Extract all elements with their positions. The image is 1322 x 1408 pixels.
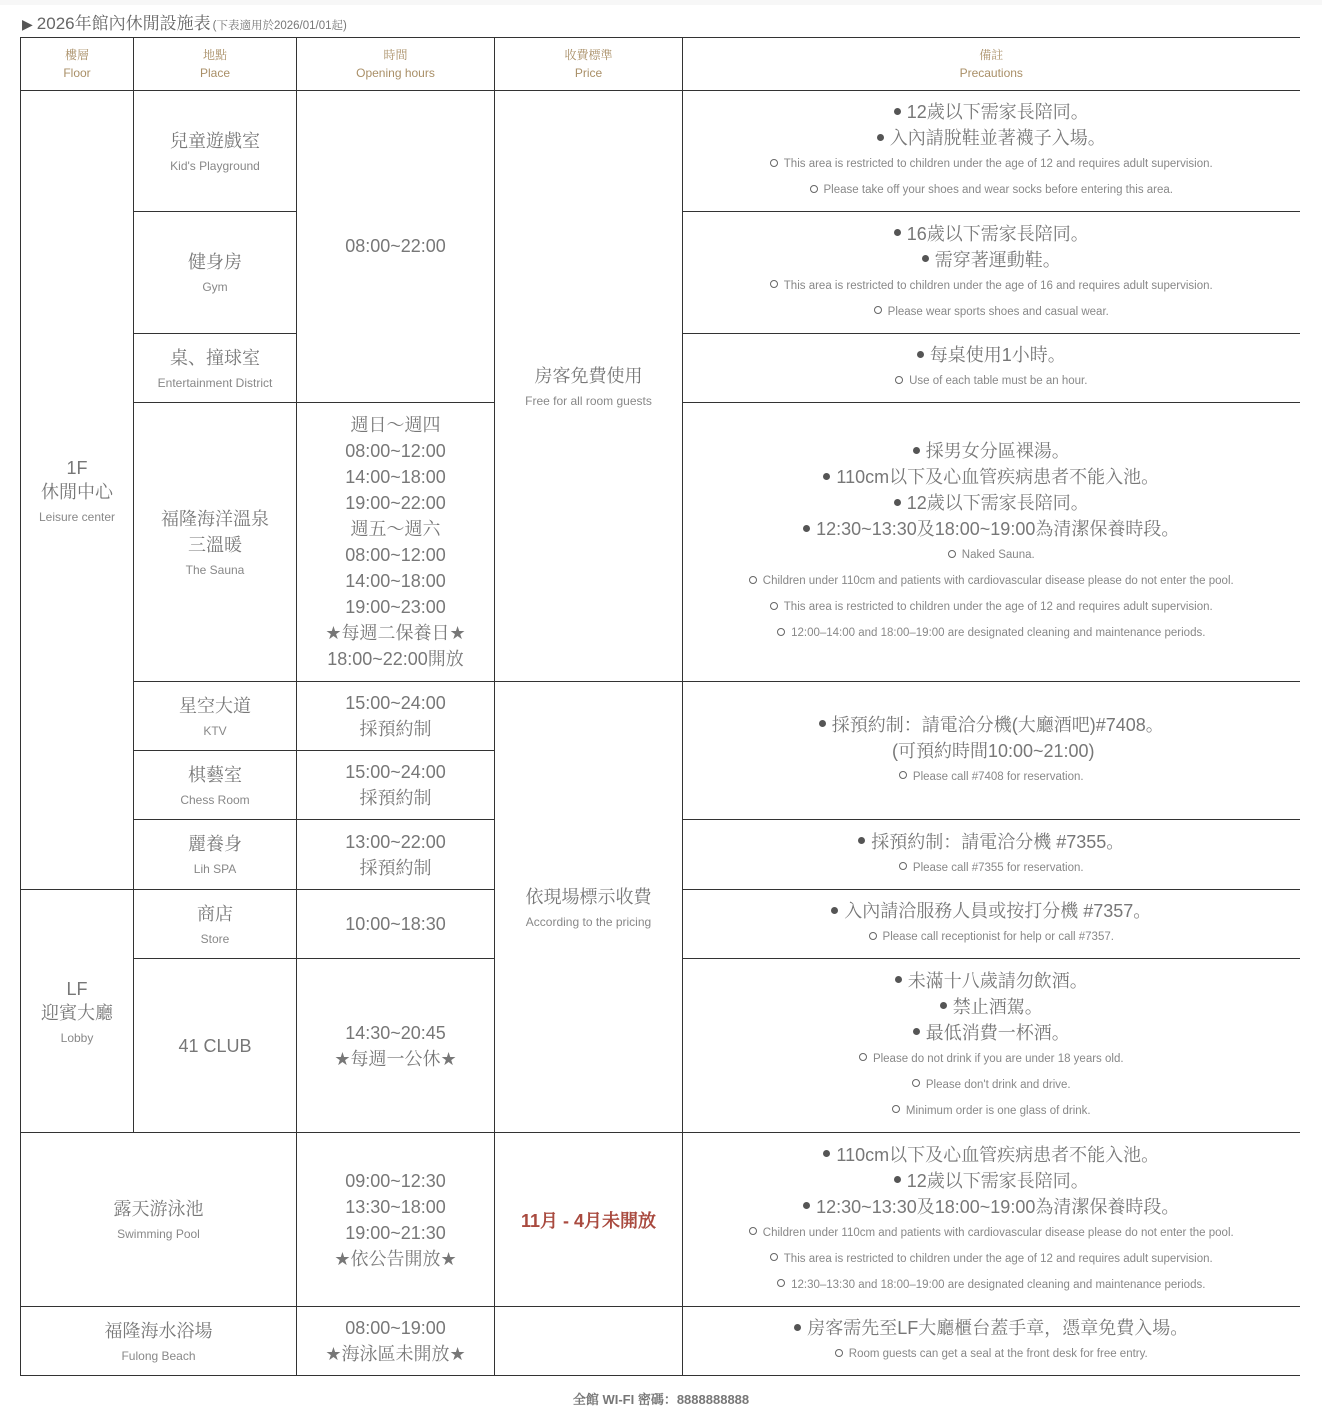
hours-line: 08:00~12:00 (345, 545, 446, 565)
place-name-en: Chess Room (180, 792, 250, 807)
note-text: This area is restricted to children under the age of 16 and requires adult supervision. (783, 279, 1213, 292)
hours-cell (297, 1307, 495, 1376)
note-zh (683, 829, 1300, 855)
hours-line: 14:30~20:45 (345, 1022, 446, 1043)
note-text: 12:30~13:30及18:00~19:00為清潔保養時段。 (816, 1196, 1180, 1217)
bullet-dot-icon (877, 134, 884, 141)
price-en: Free for all room guests (525, 393, 652, 408)
place-cell (134, 959, 297, 1133)
note-text: 採預約制：請電洽分機 #7355。 (871, 831, 1125, 852)
bullet-ring-icon (770, 159, 778, 167)
note-zh (683, 221, 1300, 247)
header-place-zh: 地點 (202, 48, 227, 62)
place-name-zh: 兒童遊戲室 (170, 130, 260, 151)
place-cell (21, 1307, 297, 1376)
header-floor-zh: 樓層 (64, 48, 89, 62)
floor-cell-lf (21, 890, 134, 1133)
bullet-ring-icon (892, 1105, 900, 1113)
header-row (21, 38, 1300, 91)
hours-line: ★依公告開放★ (334, 1248, 457, 1269)
note-en (683, 1046, 1300, 1072)
note-zh (683, 1168, 1300, 1194)
bullet-dot-icon (819, 720, 826, 727)
place-name-zh-line2: 三溫暖 (188, 534, 242, 555)
table-row-kids (21, 91, 1300, 212)
note-text: 12歲以下需家長陪同。 (906, 1170, 1089, 1191)
hours-line: ★每週二保養日★ (325, 623, 466, 643)
note-text: Please call receptionist for help or call #7357. (882, 931, 1114, 943)
bullet-ring-icon (777, 628, 785, 636)
header-price-en: Price (574, 66, 603, 80)
note-en (683, 273, 1300, 299)
note-zh (683, 438, 1300, 464)
floor-code: LF (66, 978, 88, 999)
note-text: 入內請脫鞋並著襪子入場。 (889, 128, 1106, 148)
facilities-table (20, 37, 1300, 1376)
hours-line: 19:00~23:00 (345, 597, 446, 617)
bullet-ring-icon (777, 1279, 785, 1287)
bullet-ring-icon (835, 1349, 843, 1357)
place-name-zh: 露天游泳池 (113, 1199, 204, 1219)
place-name-zh: 41 CLUB (178, 1035, 252, 1056)
bullet-dot-icon (913, 1028, 920, 1035)
header-hours-zh: 時間 (383, 48, 408, 62)
floor-name-zh: 休閒中心 (41, 481, 113, 502)
note-text: This area is restricted to children under the age of 12 and requires adult supervision. (783, 158, 1213, 170)
bullet-ring-icon (869, 932, 877, 940)
note-en (683, 368, 1300, 394)
note-zh (683, 1315, 1300, 1341)
note-en (683, 542, 1300, 568)
bullet-ring-icon (749, 1227, 757, 1235)
note-text: This area is restricted to children under the age of 12 and requires adult supervision. (783, 601, 1213, 613)
header-precautions-en: Precautions (959, 66, 1023, 80)
note-text: 12歲以下需家長陪同。 (906, 493, 1089, 513)
bullet-ring-icon (948, 550, 956, 558)
hours-cell (297, 1133, 495, 1307)
bullet-dot-icon (803, 525, 810, 532)
notes-cell (683, 403, 1300, 682)
place-name-zh: 健身房 (188, 252, 242, 272)
note-text: Children under 110cm and patients with cardiovascular disease please do not enter the pool. (762, 575, 1234, 587)
notes-cell (683, 682, 1300, 820)
bullet-ring-icon (770, 1253, 778, 1261)
place-name-en: The Sauna (185, 562, 245, 577)
hours-line: 採預約制 (359, 857, 432, 878)
note-zh (683, 898, 1300, 924)
note-en (683, 151, 1300, 177)
hours-cell (297, 682, 495, 751)
pool-closed-label: 11月 - 4月未開放 (520, 1210, 657, 1231)
note-en (683, 1272, 1300, 1298)
bullet-dot-icon (823, 1150, 830, 1157)
price-cell-pricing (495, 682, 683, 1133)
hours-line: 13:00~22:00 (345, 831, 446, 852)
bullet-ring-icon (899, 771, 907, 779)
place-name-zh: 桌、撞球室 (170, 347, 260, 368)
note-text: 房客需先至LF大廳櫃台蓋手章，憑章免費入場。 (807, 1318, 1189, 1338)
bullet-ring-icon (770, 280, 778, 288)
note-text: 12歲以下需家長陪同。 (906, 102, 1089, 122)
note-text: 未滿十八歲請勿飲酒。 (907, 970, 1088, 991)
place-name-en: Kid's Playground (170, 158, 260, 173)
place-cell (134, 212, 297, 334)
place-cell (21, 1133, 297, 1307)
hours-cell (297, 91, 495, 403)
hours-line: 14:00~18:00 (345, 571, 446, 591)
price-cell-pool (495, 1133, 683, 1307)
note-zh (683, 125, 1300, 151)
place-cell (134, 890, 297, 959)
price-cell-beach (495, 1307, 683, 1376)
hours-line: 13:30~18:00 (345, 1196, 446, 1217)
bullet-dot-icon (823, 473, 830, 480)
note-text: Naked Sauna. (961, 549, 1035, 561)
note-en (683, 1220, 1300, 1246)
place-name-zh: 商店 (197, 903, 233, 924)
note-text: 入內請洽服務人員或按打分機 #7357。 (844, 901, 1152, 921)
bullet-dot-icon (894, 108, 901, 115)
bullet-dot-icon (895, 976, 902, 983)
note-text: Please call #7355 for reservation. (912, 861, 1084, 874)
note-text: 最低消費一杯酒。 (925, 1022, 1070, 1043)
note-en (683, 1341, 1300, 1367)
place-name-zh: 棋藝室 (188, 764, 242, 785)
hours-cell (297, 403, 495, 682)
top-strip (0, 0, 1322, 5)
bullet-ring-icon (810, 185, 818, 193)
bullet-ring-icon (912, 1079, 920, 1087)
note-en (683, 177, 1300, 203)
note-zh (683, 712, 1300, 738)
page-title (22, 9, 347, 34)
table-row-ktv (21, 682, 1300, 751)
triangle-right-icon: ▶ (22, 16, 33, 32)
note-zh (683, 1142, 1300, 1168)
note-zh (683, 99, 1300, 125)
title-subtitle: (下表適用於2026/01/01起) (212, 20, 347, 32)
bullet-dot-icon (940, 1002, 947, 1009)
hours-cell (297, 820, 495, 890)
hours-line: 08:00~19:00 (345, 1318, 446, 1338)
bullet-ring-icon (770, 602, 778, 610)
place-name-zh: 麗養身 (188, 834, 242, 854)
note-zh (683, 342, 1300, 368)
note-text: 禁止酒駕。 (952, 996, 1043, 1017)
notes-cell (683, 1307, 1300, 1376)
note-en (683, 924, 1300, 950)
hours-line: ★每週一公休★ (334, 1048, 457, 1069)
price-cell-free (495, 91, 683, 682)
bullet-dot-icon (922, 255, 929, 262)
note-text: Please don't drink and drive. (925, 1078, 1071, 1091)
note-text: Room guests can get a seal at the front desk for free entry. (848, 1348, 1148, 1360)
hours-cell (297, 890, 495, 959)
price-zh: 依現場標示收費 (525, 886, 652, 907)
place-name-en: Swimming Pool (117, 1227, 200, 1241)
note-zh (683, 516, 1300, 542)
floor-code: 1F (66, 457, 88, 478)
hours-line: 採預約制 (359, 788, 432, 808)
notes-cell (683, 820, 1300, 890)
place-cell (134, 682, 297, 751)
note-zh (683, 1020, 1300, 1046)
place-name-zh: 福隆海洋溫泉 (161, 508, 269, 529)
wifi-password: 全館 WI-FI 密碼：8888888888 (572, 1392, 750, 1407)
header-hours-en: Opening hours (356, 66, 435, 80)
note-en (683, 299, 1300, 325)
note-text: Children under 110cm and patients with cardiovascular disease please do not enter the pool. (762, 1226, 1234, 1239)
hours-line: 採預約制 (359, 719, 432, 739)
notes-cell (683, 1133, 1300, 1307)
note-zh (683, 994, 1300, 1020)
notes-cell (683, 91, 1300, 212)
note-text: Please call #7408 for reservation. (912, 770, 1084, 783)
header-precautions-zh: 備註 (979, 48, 1004, 62)
place-cell (134, 820, 297, 890)
hours-line: 10:00~18:30 (345, 914, 446, 934)
bullet-ring-icon (859, 1053, 867, 1061)
note-en (683, 1098, 1300, 1124)
note-text: Please wear sports shoes and casual wear. (887, 305, 1109, 318)
note-text: Please do not drink if you are under 18 years old. (872, 1052, 1124, 1065)
note-text: 12:30–13:30 and 18:00–19:00 are designated cleaning and maintenance periods. (791, 1278, 1206, 1291)
table-row-beach (21, 1307, 1300, 1376)
place-cell (134, 334, 297, 403)
bullet-ring-icon (874, 306, 882, 314)
hours-line: 週五～週六 (350, 519, 441, 539)
place-name-en: KTV (203, 723, 227, 738)
hours-line: 15:00~24:00 (345, 762, 446, 782)
hours-line: 15:00~24:00 (345, 693, 446, 713)
note-en (683, 764, 1300, 790)
header-floor-en: Floor (63, 66, 91, 80)
note-text: 12:30~13:30及18:00~19:00為清潔保養時段。 (816, 519, 1180, 539)
place-name-zh: 星空大道 (179, 695, 251, 716)
bullet-dot-icon (858, 837, 865, 844)
table-row-pool (21, 1133, 1300, 1307)
bullet-dot-icon (913, 447, 920, 454)
note-zh (683, 464, 1300, 490)
hours-line: ★海泳區未開放★ (325, 1344, 466, 1364)
note-text: 每桌使用1小時。 (929, 345, 1066, 365)
header-place-en: Place (199, 66, 231, 80)
place-cell (134, 751, 297, 820)
note-text: 採預約制：請電洽分機(大廳酒吧)#7408。 (831, 714, 1164, 735)
note-text: Use of each table must be an hour. (909, 375, 1088, 387)
note-en (683, 1072, 1300, 1098)
note-text: 需穿著運動鞋。 (934, 249, 1061, 270)
note-en (683, 620, 1300, 646)
bullet-ring-icon (899, 862, 907, 870)
place-cell (134, 91, 297, 212)
bullet-ring-icon (895, 376, 903, 384)
hours-line: 週日～週四 (350, 415, 441, 435)
notes-cell (683, 959, 1300, 1133)
note-en (683, 855, 1300, 881)
hours-line: 08:00~22:00 (345, 236, 446, 256)
hours-line: 14:00~18:00 (345, 467, 446, 487)
place-name-en: Store (200, 931, 230, 946)
floor-name-en: Lobby (60, 1030, 94, 1045)
note-zh-continuation: (可預約時間10:00~21:00) (891, 740, 1095, 761)
header-hours (297, 38, 495, 91)
hours-cell (297, 751, 495, 820)
hours-line: 09:00~12:30 (345, 1170, 446, 1191)
hours-line: 19:00~21:30 (345, 1222, 446, 1243)
place-name-en: Lih SPA (193, 862, 237, 876)
bullet-dot-icon (894, 499, 901, 506)
bullet-ring-icon (749, 576, 757, 584)
note-zh (683, 247, 1300, 273)
price-en: According to the pricing (525, 914, 652, 929)
note-en (683, 594, 1300, 620)
bullet-dot-icon (794, 1324, 801, 1331)
place-name-zh: 福隆海水浴場 (104, 1320, 213, 1341)
bullet-dot-icon (894, 229, 901, 236)
notes-cell (683, 890, 1300, 959)
note-en (683, 1246, 1300, 1272)
header-price-zh: 收費標準 (564, 48, 613, 62)
header-precautions (683, 38, 1300, 91)
floor-name-zh: 迎賓大廳 (41, 1002, 113, 1023)
note-text: 110cm以下及心血管疾病患者不能入池。 (836, 467, 1160, 487)
note-zh (683, 1194, 1300, 1220)
place-name-en: Entertainment District (157, 375, 273, 390)
note-text: 16歲以下需家長陪同。 (906, 223, 1089, 244)
header-price (495, 38, 683, 91)
hours-cell (297, 959, 495, 1133)
note-text: Please take off your shoes and wear socks before entering this area. (823, 184, 1173, 196)
place-name-en: Fulong Beach (121, 1348, 196, 1363)
note-text: Minimum order is one glass of drink. (905, 1104, 1091, 1117)
hours-line: 08:00~12:00 (345, 441, 446, 461)
floor-cell-1f (21, 91, 134, 890)
bullet-dot-icon (831, 907, 838, 914)
place-cell (134, 403, 297, 682)
header-floor (21, 38, 134, 91)
bullet-dot-icon (803, 1202, 810, 1209)
hours-line: 18:00~22:00開放 (327, 649, 464, 669)
note-text: 110cm以下及心血管疾病患者不能入池。 (836, 1144, 1160, 1165)
note-text: 12:00–14:00 and 18:00–19:00 are designated cleaning and maintenance periods. (791, 627, 1206, 639)
hours-line: 19:00~22:00 (345, 493, 446, 513)
notes-cell (683, 334, 1300, 403)
note-text: 採男女分區裸湯。 (925, 441, 1070, 461)
floor-name-en: Leisure center (38, 509, 116, 524)
bullet-dot-icon (894, 1176, 901, 1183)
note-zh (683, 490, 1300, 516)
header-place (134, 38, 297, 91)
place-name-en: Gym (202, 280, 228, 294)
note-text: This area is restricted to children under the age of 12 and requires adult supervision. (783, 1252, 1213, 1265)
bullet-dot-icon (917, 351, 924, 358)
title-main: 2026年館內休閒設施表 (36, 14, 211, 33)
note-en (683, 568, 1300, 594)
note-zh (683, 968, 1300, 994)
notes-cell (683, 212, 1300, 334)
price-zh: 房客免費使用 (534, 365, 643, 386)
